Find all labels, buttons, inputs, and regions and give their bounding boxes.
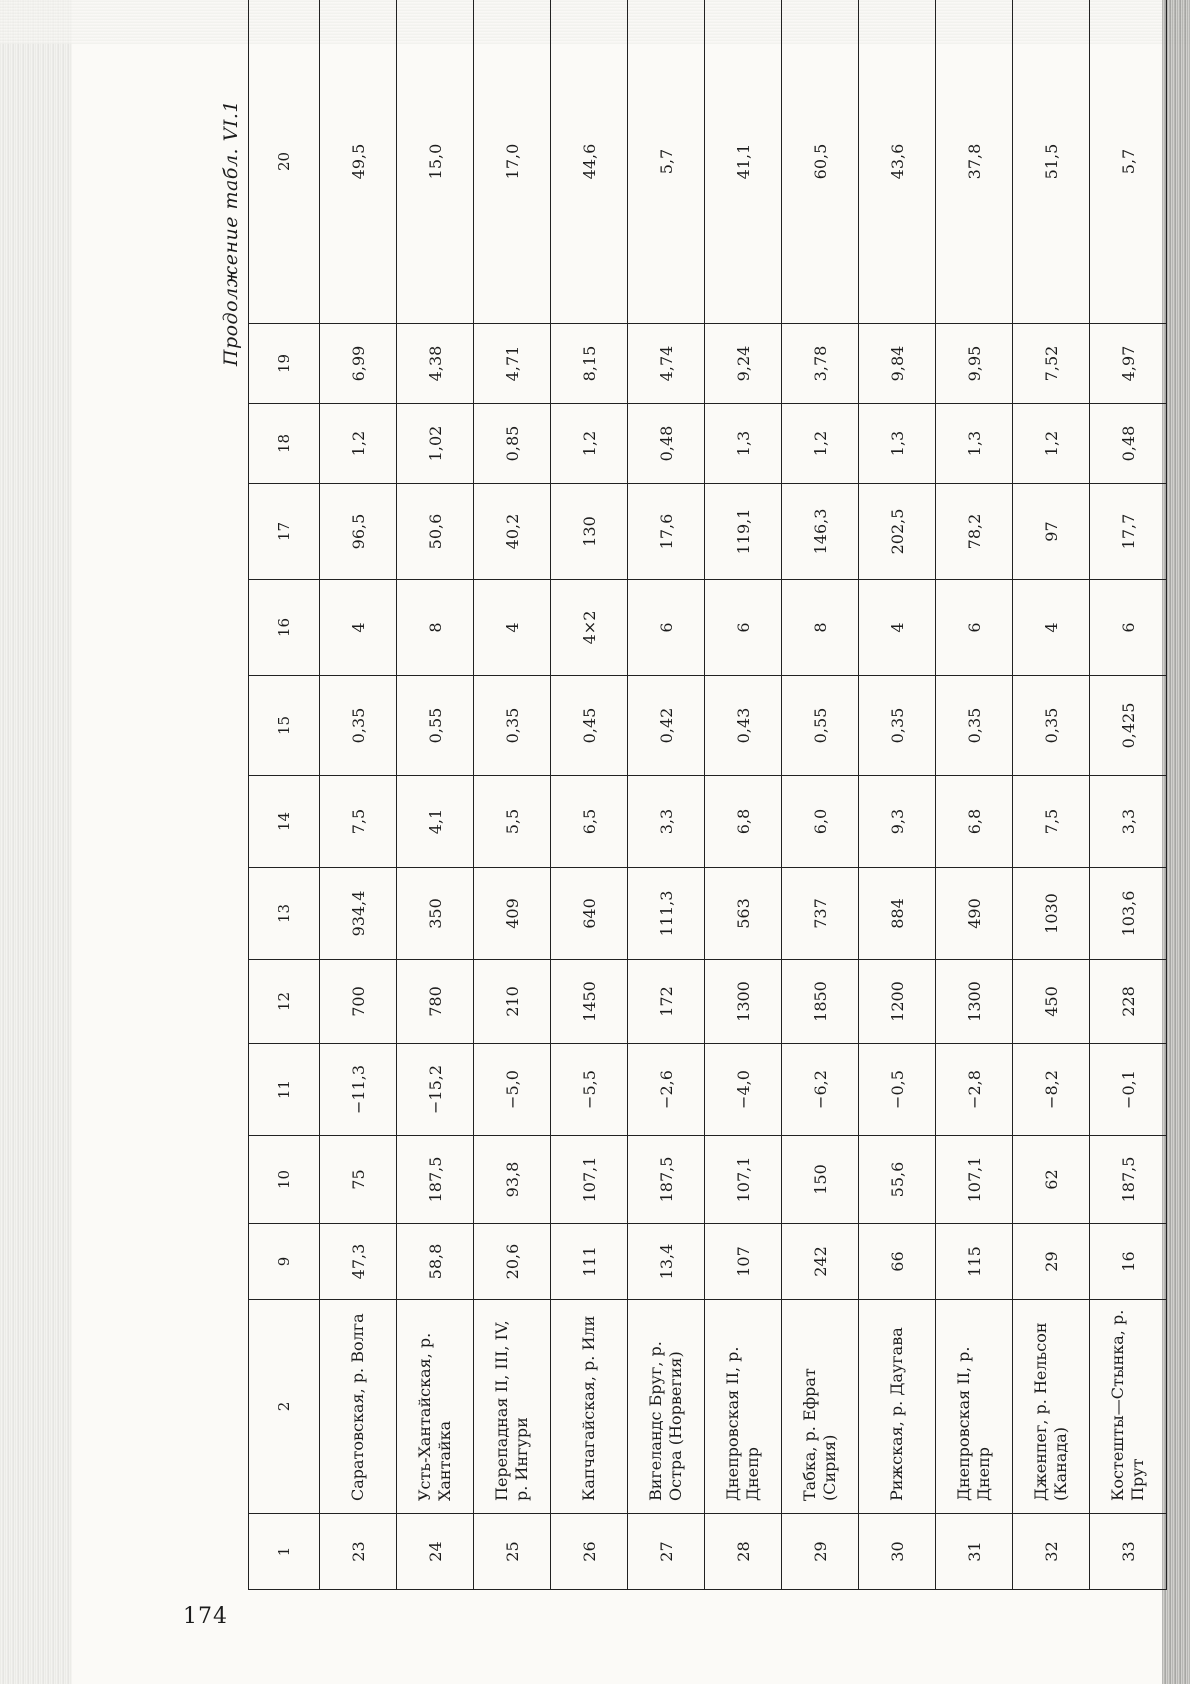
param-17-cell: 202,5 <box>859 484 936 580</box>
param-19-cell: 4,38 <box>397 324 474 404</box>
param-9-cell: 58,8 <box>397 1224 474 1300</box>
param-11-cell: −0,1 <box>1090 1044 1167 1136</box>
param-14-cell: 6,8 <box>705 776 782 868</box>
param-13-cell: 350 <box>397 868 474 960</box>
param-9-cell: 66 <box>859 1224 936 1300</box>
param-10-cell: 55,6 <box>859 1136 936 1224</box>
table-row <box>1090 0 1167 1590</box>
table-row <box>1013 0 1090 1590</box>
param-12-cell: 780 <box>397 960 474 1044</box>
station-name-cell: Усть-Хантайская, р. Хантайка <box>397 1300 474 1514</box>
param-12-cell: 450 <box>1013 960 1090 1044</box>
param-17-cell: 17,6 <box>628 484 705 580</box>
column-header: 16 <box>249 580 320 676</box>
scan-edge-left <box>0 0 72 1684</box>
param-12-cell: 1300 <box>705 960 782 1044</box>
param-16-cell: 6 <box>936 580 1013 676</box>
param-19-cell: 9,84 <box>859 324 936 404</box>
param-15-cell: 0,55 <box>782 676 859 776</box>
param-20-cell: 17,0 <box>474 0 551 324</box>
param-18-cell: 1,02 <box>397 404 474 484</box>
table-caption: Продолжение табл. VI.1 <box>220 100 242 367</box>
table-row <box>320 0 397 1590</box>
param-16-cell: 6 <box>1090 580 1167 676</box>
station-name-cell: Саратовская, р. Волга <box>320 1300 397 1514</box>
param-18-cell: 1,2 <box>320 404 397 484</box>
station-name-cell: Днепровская II, р. Днепр <box>936 1300 1013 1514</box>
param-10-cell: 107,1 <box>936 1136 1013 1224</box>
row-number-cell: 27 <box>628 1514 705 1590</box>
param-15-cell: 0,45 <box>551 676 628 776</box>
param-15-cell: 0,35 <box>936 676 1013 776</box>
row-number-cell: 31 <box>936 1514 1013 1590</box>
param-9-cell: 20,6 <box>474 1224 551 1300</box>
param-19-cell: 6,99 <box>320 324 397 404</box>
param-14-cell: 3,3 <box>628 776 705 868</box>
station-name-cell: Перепадная II, III, IV, р. Ингури <box>474 1300 551 1514</box>
param-19-cell: 4,97 <box>1090 324 1167 404</box>
param-15-cell: 0,35 <box>320 676 397 776</box>
param-12-cell: 1450 <box>551 960 628 1044</box>
param-20-cell: 41,1 <box>705 0 782 324</box>
param-14-cell: 7,5 <box>320 776 397 868</box>
param-16-cell: 4 <box>1013 580 1090 676</box>
param-16-cell: 8 <box>782 580 859 676</box>
param-13-cell: 737 <box>782 868 859 960</box>
param-18-cell: 0,48 <box>1090 404 1167 484</box>
param-19-cell: 8,15 <box>551 324 628 404</box>
param-13-cell: 409 <box>474 868 551 960</box>
param-13-cell: 934,4 <box>320 868 397 960</box>
param-10-cell: 187,5 <box>1090 1136 1167 1224</box>
param-15-cell: 0,35 <box>474 676 551 776</box>
param-19-cell: 9,24 <box>705 324 782 404</box>
table-row <box>397 0 474 1590</box>
param-14-cell: 5,5 <box>474 776 551 868</box>
param-19-cell: 7,52 <box>1013 324 1090 404</box>
param-13-cell: 103,6 <box>1090 868 1167 960</box>
page-number: 174 <box>183 1604 228 1629</box>
station-name-cell: Рижская, р. Даугава <box>859 1300 936 1514</box>
station-name-cell: Днепровская II, р. Днепр <box>705 1300 782 1514</box>
param-9-cell: 13,4 <box>628 1224 705 1300</box>
param-18-cell: 0,85 <box>474 404 551 484</box>
param-15-cell: 0,425 <box>1090 676 1167 776</box>
param-20-cell: 15,0 <box>397 0 474 324</box>
param-11-cell: −5,0 <box>474 1044 551 1136</box>
param-14-cell: 4,1 <box>397 776 474 868</box>
param-11-cell: −0,5 <box>859 1044 936 1136</box>
param-15-cell: 0,42 <box>628 676 705 776</box>
param-9-cell: 115 <box>936 1224 1013 1300</box>
param-13-cell: 1030 <box>1013 868 1090 960</box>
param-10-cell: 107,1 <box>551 1136 628 1224</box>
param-9-cell: 107 <box>705 1224 782 1300</box>
table-row <box>936 0 1013 1590</box>
param-20-cell: 5,7 <box>1090 0 1167 324</box>
param-12-cell: 1200 <box>859 960 936 1044</box>
param-13-cell: 884 <box>859 868 936 960</box>
column-header: 11 <box>249 1044 320 1136</box>
row-number-cell: 32 <box>1013 1514 1090 1590</box>
column-header: 14 <box>249 776 320 868</box>
column-header: 17 <box>249 484 320 580</box>
table-body <box>320 0 1167 1590</box>
param-11-cell: −11,3 <box>320 1044 397 1136</box>
param-16-cell: 6 <box>705 580 782 676</box>
station-name-cell: Костешты—Стынка, р. Прут <box>1090 1300 1167 1514</box>
param-10-cell: 187,5 <box>628 1136 705 1224</box>
param-9-cell: 111 <box>551 1224 628 1300</box>
param-19-cell: 4,71 <box>474 324 551 404</box>
param-13-cell: 490 <box>936 868 1013 960</box>
param-11-cell: −6,2 <box>782 1044 859 1136</box>
param-10-cell: 187,5 <box>397 1136 474 1224</box>
param-13-cell: 111,3 <box>628 868 705 960</box>
param-10-cell: 62 <box>1013 1136 1090 1224</box>
table-row <box>859 0 936 1590</box>
param-14-cell: 6,0 <box>782 776 859 868</box>
param-20-cell: 60,5 <box>782 0 859 324</box>
row-number-cell: 23 <box>320 1514 397 1590</box>
table-row <box>628 0 705 1590</box>
param-19-cell: 3,78 <box>782 324 859 404</box>
param-20-cell: 5,7 <box>628 0 705 324</box>
column-header: 2 <box>249 1300 320 1514</box>
param-10-cell: 75 <box>320 1136 397 1224</box>
param-9-cell: 242 <box>782 1224 859 1300</box>
param-12-cell: 1300 <box>936 960 1013 1044</box>
table-row <box>551 0 628 1590</box>
table-row <box>782 0 859 1590</box>
station-name-cell: Капчагайская, р. Или <box>551 1300 628 1514</box>
param-18-cell: 1,2 <box>1013 404 1090 484</box>
param-20-cell: 51,5 <box>1013 0 1090 324</box>
param-17-cell: 50,6 <box>397 484 474 580</box>
param-16-cell: 8 <box>397 580 474 676</box>
param-11-cell: −4,0 <box>705 1044 782 1136</box>
row-number-cell: 30 <box>859 1514 936 1590</box>
param-9-cell: 16 <box>1090 1224 1167 1300</box>
param-10-cell: 93,8 <box>474 1136 551 1224</box>
row-number-cell: 26 <box>551 1514 628 1590</box>
row-number-cell: 24 <box>397 1514 474 1590</box>
param-17-cell: 130 <box>551 484 628 580</box>
param-12-cell: 1850 <box>782 960 859 1044</box>
param-9-cell: 47,3 <box>320 1224 397 1300</box>
station-name-cell: Дженпег, р. Нельсон (Канада) <box>1013 1300 1090 1514</box>
param-11-cell: −15,2 <box>397 1044 474 1136</box>
param-14-cell: 6,8 <box>936 776 1013 868</box>
row-number-cell: 33 <box>1090 1514 1167 1590</box>
param-15-cell: 0,35 <box>859 676 936 776</box>
param-12-cell: 172 <box>628 960 705 1044</box>
param-19-cell: 9,95 <box>936 324 1013 404</box>
station-name-cell: Табка, р. Ефрат (Сирия) <box>782 1300 859 1514</box>
param-20-cell: 44,6 <box>551 0 628 324</box>
param-17-cell: 78,2 <box>936 484 1013 580</box>
param-11-cell: −8,2 <box>1013 1044 1090 1136</box>
column-header: 10 <box>249 1136 320 1224</box>
param-10-cell: 107,1 <box>705 1136 782 1224</box>
param-16-cell: 4×2 <box>551 580 628 676</box>
param-15-cell: 0,35 <box>1013 676 1090 776</box>
column-header: 19 <box>249 324 320 404</box>
column-header: 12 <box>249 960 320 1044</box>
param-18-cell: 0,48 <box>628 404 705 484</box>
param-16-cell: 4 <box>320 580 397 676</box>
param-17-cell: 40,2 <box>474 484 551 580</box>
column-header: 18 <box>249 404 320 484</box>
station-name-cell: Вигеландс Бруг, р. Остра (Норвегия) <box>628 1300 705 1514</box>
param-15-cell: 0,43 <box>705 676 782 776</box>
row-number-cell: 25 <box>474 1514 551 1590</box>
table-row <box>705 0 782 1590</box>
param-20-cell: 37,8 <box>936 0 1013 324</box>
param-13-cell: 563 <box>705 868 782 960</box>
column-header: 13 <box>249 868 320 960</box>
column-header: 1 <box>249 1514 320 1590</box>
param-12-cell: 700 <box>320 960 397 1044</box>
param-17-cell: 96,5 <box>320 484 397 580</box>
param-18-cell: 1,3 <box>859 404 936 484</box>
data-table <box>248 0 1167 1590</box>
param-14-cell: 7,5 <box>1013 776 1090 868</box>
param-13-cell: 640 <box>551 868 628 960</box>
table-row <box>474 0 551 1590</box>
param-9-cell: 29 <box>1013 1224 1090 1300</box>
param-12-cell: 210 <box>474 960 551 1044</box>
rotated-table-block <box>218 100 1147 1590</box>
param-18-cell: 1,2 <box>551 404 628 484</box>
param-20-cell: 43,6 <box>859 0 936 324</box>
param-14-cell: 9,3 <box>859 776 936 868</box>
param-16-cell: 6 <box>628 580 705 676</box>
param-17-cell: 17,7 <box>1090 484 1167 580</box>
param-10-cell: 150 <box>782 1136 859 1224</box>
row-number-cell: 28 <box>705 1514 782 1590</box>
column-header: 9 <box>249 1224 320 1300</box>
param-11-cell: −2,8 <box>936 1044 1013 1136</box>
param-16-cell: 4 <box>474 580 551 676</box>
param-18-cell: 1,3 <box>936 404 1013 484</box>
param-11-cell: −5,5 <box>551 1044 628 1136</box>
table-header-row <box>249 0 320 1590</box>
param-16-cell: 4 <box>859 580 936 676</box>
param-11-cell: −2,6 <box>628 1044 705 1136</box>
param-18-cell: 1,3 <box>705 404 782 484</box>
column-header: 15 <box>249 676 320 776</box>
param-17-cell: 97 <box>1013 484 1090 580</box>
param-12-cell: 228 <box>1090 960 1167 1044</box>
param-17-cell: 119,1 <box>705 484 782 580</box>
param-15-cell: 0,55 <box>397 676 474 776</box>
param-14-cell: 6,5 <box>551 776 628 868</box>
param-17-cell: 146,3 <box>782 484 859 580</box>
row-number-cell: 29 <box>782 1514 859 1590</box>
column-header: 20 <box>249 0 320 324</box>
param-18-cell: 1,2 <box>782 404 859 484</box>
param-14-cell: 3,3 <box>1090 776 1167 868</box>
param-20-cell: 49,5 <box>320 0 397 324</box>
param-19-cell: 4,74 <box>628 324 705 404</box>
